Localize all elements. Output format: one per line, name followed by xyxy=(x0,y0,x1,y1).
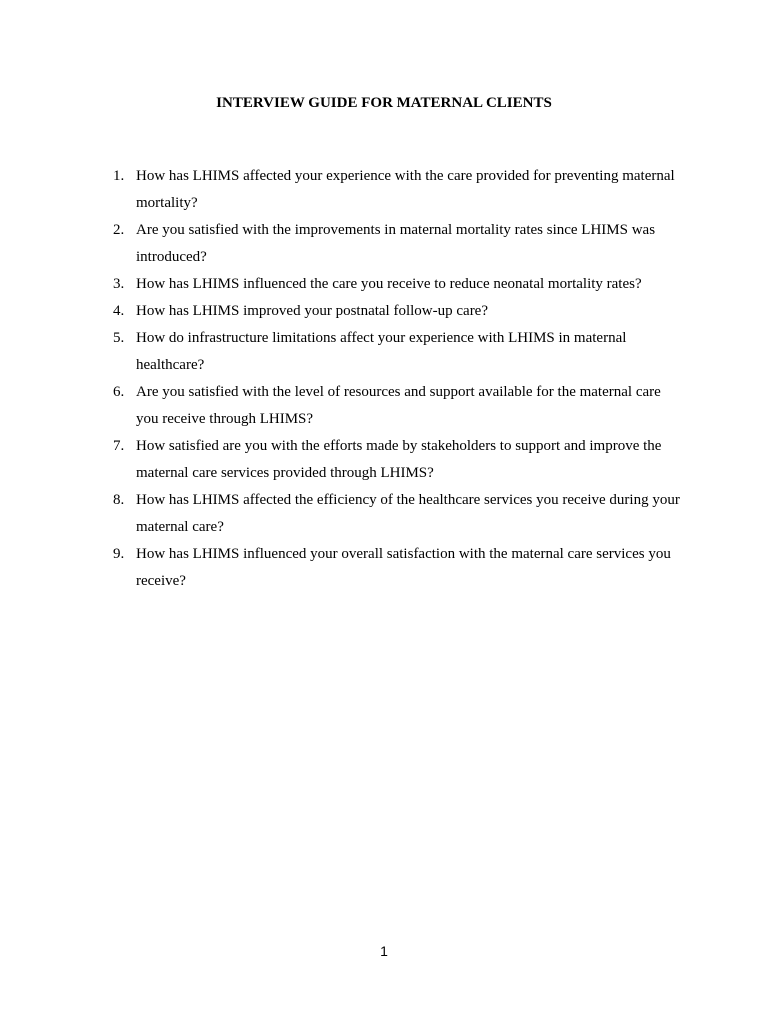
list-item xyxy=(104,433,684,487)
question-number: 1. xyxy=(113,168,125,184)
question-number: 3. xyxy=(113,276,125,292)
question-number: 2. xyxy=(113,222,125,238)
list-item xyxy=(104,298,684,325)
question-text: How has LHIMS affected the efficiency of the healthcare services you receive during your maternal care? xyxy=(136,492,680,535)
list-item xyxy=(104,379,684,433)
page-number: 1 xyxy=(380,943,388,959)
question-text: How has LHIMS influenced your overall satisfaction with the maternal care services you receive? xyxy=(136,546,671,589)
question-text: Are you satisfied with the level of resources and support available for the maternal care you receive through LHIMS? xyxy=(136,384,661,427)
list-item xyxy=(104,487,684,541)
document-title: INTERVIEW GUIDE FOR MATERNAL CLIENTS xyxy=(216,95,552,111)
question-text: How has LHIMS improved your postnatal follow-up care? xyxy=(136,303,489,319)
question-number: 6. xyxy=(113,384,125,400)
list-item xyxy=(104,541,684,595)
list-item xyxy=(104,271,684,298)
question-number: 7. xyxy=(113,438,125,454)
list-item xyxy=(104,163,684,217)
list-item xyxy=(104,217,684,271)
question-text: How has LHIMS affected your experience with the care provided for preventing maternal mortality? xyxy=(136,168,675,211)
question-number: 8. xyxy=(113,492,125,508)
question-number: 5. xyxy=(113,330,125,346)
question-number: 9. xyxy=(113,546,125,562)
question-text: How do infrastructure limitations affect your experience with LHIMS in maternal healthcare? xyxy=(136,330,627,373)
question-list xyxy=(104,163,684,595)
question-text: How satisfied are you with the efforts made by stakeholders to support and improve the maternal care services provided through LHIMS? xyxy=(136,438,662,481)
question-text: How has LHIMS influenced the care you receive to reduce neonatal mortality rates? xyxy=(136,276,642,292)
list-item xyxy=(104,325,684,379)
question-number: 4. xyxy=(113,303,125,319)
question-text: Are you satisfied with the improvements in maternal mortality rates since LHIMS was introduced? xyxy=(136,222,656,265)
